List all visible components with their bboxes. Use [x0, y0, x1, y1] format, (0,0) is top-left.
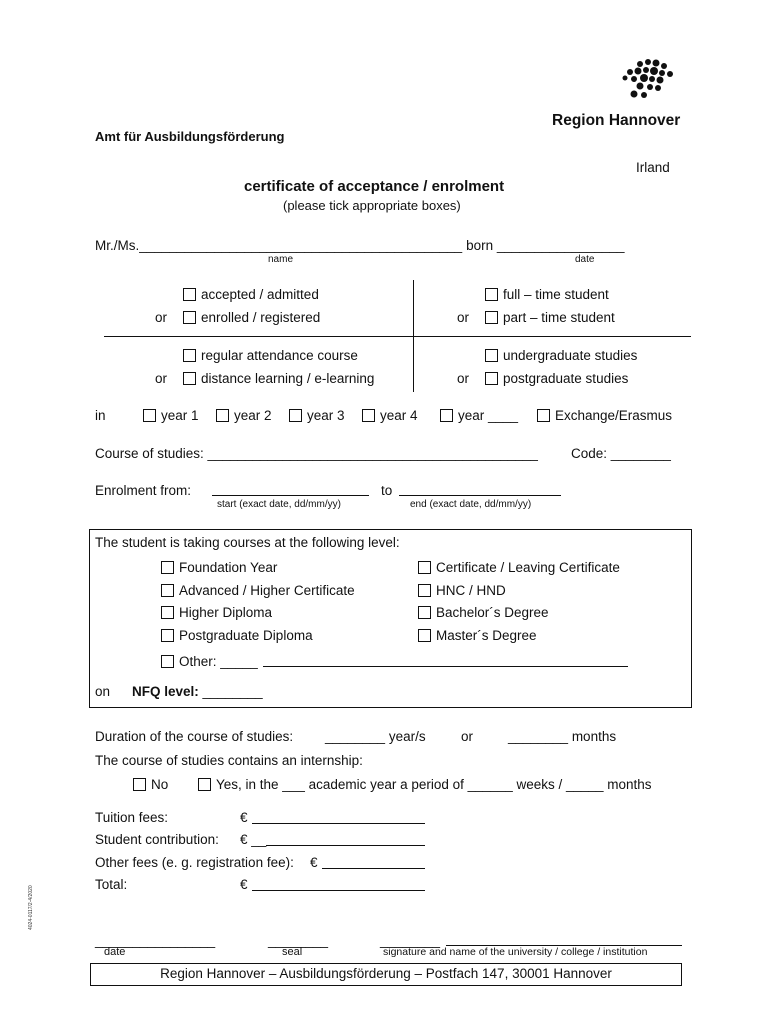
document-subtitle: (please tick appropriate boxes) — [283, 198, 461, 213]
exchange-label: Exchange/Erasmus — [555, 408, 673, 423]
birth-date-field[interactable]: _________________ — [496, 238, 625, 253]
total-currency: € — [240, 877, 248, 892]
salutation-label: Mr./Ms. — [95, 238, 140, 253]
checkbox-box[interactable] — [216, 409, 229, 422]
level-label: Certificate / Leaving Certificate — [436, 560, 620, 575]
region-hannover-logo — [620, 58, 690, 108]
checkbox-year-3[interactable] — [289, 408, 345, 423]
accepted-label: accepted / admitted — [201, 287, 319, 302]
other-label: Other: _____ — [179, 654, 258, 669]
start-date-line[interactable] — [212, 495, 369, 496]
part-time-label: part – time student — [503, 310, 615, 325]
nfq-level-field[interactable] — [132, 684, 263, 699]
year-4-label: year 4 — [380, 408, 418, 423]
year-1-label: year 1 — [161, 408, 199, 423]
enrolment-from-label: Enrolment from: — [95, 483, 192, 498]
checkbox-higher-diploma[interactable] — [161, 605, 272, 620]
total-line[interactable] — [252, 890, 425, 891]
name-row — [95, 238, 625, 253]
nfq-blank[interactable]: ________ — [202, 684, 263, 699]
checkbox-year-4[interactable] — [362, 408, 418, 423]
seal-caption: seal — [282, 946, 303, 958]
tuition-currency: € — [240, 810, 248, 825]
checkbox-accepted[interactable] — [183, 287, 319, 302]
tuition-fees-line[interactable] — [252, 823, 425, 824]
checkbox-enrolled[interactable] — [183, 310, 320, 325]
checkbox-box[interactable] — [485, 349, 498, 362]
no-label: No — [151, 777, 169, 792]
student-contribution-label: Student contribution: — [95, 832, 219, 847]
duration-months-field[interactable]: ________ months — [508, 729, 617, 744]
other-fees-label: Other fees (e. g. registration fee): — [95, 855, 294, 870]
checkbox-box[interactable] — [289, 409, 302, 422]
checkbox-box[interactable] — [418, 561, 431, 574]
yes-label: Yes, in the ___ academic year a period of ______ weeks / _____ months — [216, 777, 652, 792]
or-label: or — [457, 371, 470, 386]
sig-signature-line[interactable]: ________ — [380, 933, 441, 948]
date-signature-line[interactable]: ________________ — [95, 933, 216, 948]
level-heading: The student is taking courses at the following level: — [95, 535, 400, 550]
checkbox-box[interactable] — [485, 372, 498, 385]
student-contribution-currency: € __ — [240, 832, 267, 847]
other-line[interactable] — [263, 666, 628, 667]
checkbox-box[interactable] — [161, 655, 174, 668]
horizontal-divider — [104, 336, 691, 337]
level-label: Foundation Year — [179, 560, 278, 575]
tuition-fees-label: Tuition fees: — [95, 810, 169, 825]
end-caption: end (exact date, dd/mm/yy) — [410, 499, 532, 510]
full-time-label: full – time student — [503, 287, 609, 302]
undergrad-label: undergraduate studies — [503, 348, 638, 363]
footer-text: Region Hannover – Ausbildungsförderung – Postfach 147, 30001 Hannover — [160, 966, 612, 981]
logo-text: Region Hannover — [552, 112, 681, 129]
checkbox-box[interactable] — [362, 409, 375, 422]
checkbox-box[interactable] — [198, 778, 211, 791]
checkbox-bachelors[interactable] — [418, 605, 549, 620]
checkbox-hnc-hnd[interactable] — [418, 583, 506, 598]
level-label: Bachelor´s Degree — [436, 605, 549, 620]
checkbox-year-other[interactable] — [440, 408, 518, 423]
regular-label: regular attendance course — [201, 348, 358, 363]
to-label: to — [381, 483, 393, 498]
start-caption: start (exact date, dd/mm/yy) — [217, 499, 341, 510]
checkbox-box[interactable] — [418, 629, 431, 642]
signature-caption: signature and name of the university / college / institution — [383, 946, 648, 958]
year-other-label: year ____ — [458, 408, 519, 423]
or-label: or — [457, 310, 470, 325]
checkbox-postgraduate-diploma[interactable] — [161, 628, 313, 643]
name-field[interactable]: ___________________________________________ — [139, 238, 463, 253]
other-fees-currency: € — [310, 855, 318, 870]
nfq-label: NFQ level: — [132, 684, 199, 699]
in-label: in — [95, 408, 106, 423]
date-caption-bottom: date — [104, 946, 126, 958]
level-label: Advanced / Higher Certificate — [179, 583, 355, 598]
checkbox-box[interactable] — [161, 561, 174, 574]
checkbox-advanced-certificate[interactable] — [161, 583, 355, 598]
student-contribution-line[interactable] — [266, 845, 425, 846]
checkbox-regular[interactable] — [183, 348, 358, 363]
checkbox-box[interactable] — [485, 288, 498, 301]
checkbox-masters[interactable] — [418, 628, 537, 643]
checkbox-foundation-year[interactable] — [161, 560, 277, 575]
year-2-label: year 2 — [234, 408, 272, 423]
checkbox-box[interactable] — [485, 311, 498, 324]
form-code: 4024-0117/2-4/2020 — [28, 885, 34, 930]
level-label: Postgraduate Diploma — [179, 628, 313, 643]
checkbox-other[interactable] — [161, 654, 258, 669]
postgrad-label: postgraduate studies — [503, 371, 629, 386]
duration-years-field[interactable]: ________ year/s — [325, 729, 426, 744]
other-fees-line[interactable] — [322, 868, 425, 869]
checkbox-box[interactable] — [161, 629, 174, 642]
on-label: on — [95, 684, 111, 699]
checkbox-box[interactable] — [143, 409, 156, 422]
or-label: or — [155, 310, 168, 325]
checkbox-internship-yes[interactable] — [198, 777, 652, 792]
level-label: Higher Diploma — [179, 605, 273, 620]
duration-label: Duration of the course of studies: — [95, 729, 294, 744]
level-label: HNC / HND — [436, 583, 506, 598]
office-name: Amt für Ausbildungsförderung — [95, 129, 285, 144]
checkbox-box[interactable] — [161, 606, 174, 619]
checkbox-postgrad[interactable] — [485, 371, 628, 386]
seal-signature-line[interactable]: ________ — [268, 933, 329, 948]
total-label: Total: — [95, 877, 128, 892]
checkbox-box[interactable] — [537, 409, 550, 422]
checkbox-leaving-certificate[interactable] — [418, 560, 620, 575]
code-field[interactable]: Code: ________ — [571, 446, 671, 461]
checkbox-box[interactable] — [133, 778, 146, 791]
checkbox-box[interactable] — [183, 349, 196, 362]
checkbox-year-1[interactable] — [143, 408, 199, 423]
footer-box — [90, 963, 682, 986]
distance-label: distance learning / e-learning — [201, 371, 375, 386]
checkbox-full-time[interactable] — [485, 287, 609, 302]
checkbox-box[interactable] — [183, 311, 196, 324]
checkbox-box[interactable] — [183, 288, 196, 301]
checkbox-distance[interactable] — [183, 371, 374, 386]
enrolled-label: enrolled / registered — [201, 310, 321, 325]
document-title: certificate of acceptance / enrolment — [244, 178, 505, 195]
year-3-label: year 3 — [307, 408, 345, 423]
name-caption: name — [268, 254, 294, 265]
or-label: or — [155, 371, 168, 386]
date-caption: date — [575, 254, 595, 265]
duration-or-label: or — [461, 729, 474, 744]
checkbox-box[interactable] — [418, 584, 431, 597]
level-label: Master´s Degree — [436, 628, 537, 643]
internship-label: The course of studies contains an internship: — [95, 753, 363, 768]
checkbox-part-time[interactable] — [485, 310, 615, 325]
checkbox-exchange[interactable] — [537, 408, 672, 423]
checkbox-box[interactable] — [161, 584, 174, 597]
checkbox-internship-no[interactable] — [133, 777, 168, 792]
checkbox-year-2[interactable] — [216, 408, 272, 423]
end-date-line[interactable] — [399, 495, 561, 496]
course-of-studies-field[interactable]: Course of studies: ____________________________________________ — [95, 446, 538, 461]
checkbox-undergrad[interactable] — [485, 348, 637, 363]
checkbox-box[interactable] — [183, 372, 196, 385]
country-label: Irland — [636, 160, 670, 175]
checkbox-box[interactable] — [440, 409, 453, 422]
born-label: born — [466, 238, 494, 253]
checkbox-box[interactable] — [418, 606, 431, 619]
